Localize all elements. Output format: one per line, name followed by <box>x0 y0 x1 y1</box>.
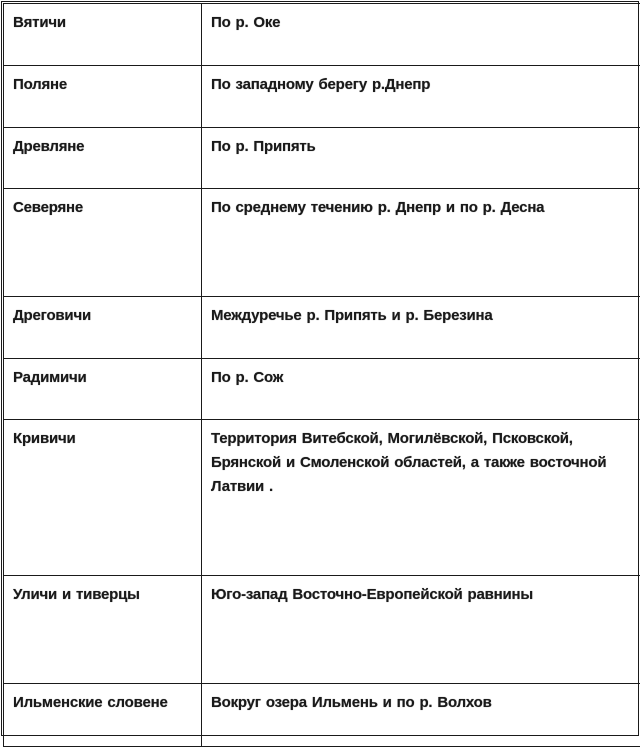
table-row <box>4 4 640 66</box>
table-row <box>4 189 640 297</box>
tribe-name-cell: Уличи и тиверцы <box>4 576 202 684</box>
settlement-area-cell: По р. Припять <box>202 128 640 189</box>
table-row <box>4 297 640 359</box>
tribe-name-cell: Ильменские словене <box>4 684 202 747</box>
settlement-area-cell: Юго-запад Восточно-Европейской равнины <box>202 576 640 684</box>
tribe-name-cell: Поляне <box>4 66 202 128</box>
tribes-table <box>3 3 640 747</box>
settlement-area-cell: По западному берегу р.Днепр <box>202 66 640 128</box>
table-row <box>4 420 640 576</box>
settlement-area-cell: Вокруг озера Ильмень и по р. Волхов <box>202 684 640 747</box>
tribe-name-cell: Кривичи <box>4 420 202 576</box>
tribe-name-cell: Древляне <box>4 128 202 189</box>
table-row <box>4 359 640 420</box>
table-row <box>4 684 640 747</box>
tribe-name-cell: Северяне <box>4 189 202 297</box>
settlement-area-cell: Территория Витебской, Могилёвской, Псковской, Брянской и Смоленской областей, а также восточной Латвии . <box>202 420 640 576</box>
settlement-area-cell: По р. Оке <box>202 4 640 66</box>
tribe-name-cell: Вятичи <box>4 4 202 66</box>
table-row <box>4 576 640 684</box>
table-row <box>4 128 640 189</box>
settlement-area-cell: По р. Сож <box>202 359 640 420</box>
tribe-name-cell: Радимичи <box>4 359 202 420</box>
table-row <box>4 66 640 128</box>
tribe-name-cell: Дреговичи <box>4 297 202 359</box>
settlement-area-cell: По среднему течению р. Днепр и по р. Десна <box>202 189 640 297</box>
settlement-area-cell: Междуречье р. Припять и р. Березина <box>202 297 640 359</box>
